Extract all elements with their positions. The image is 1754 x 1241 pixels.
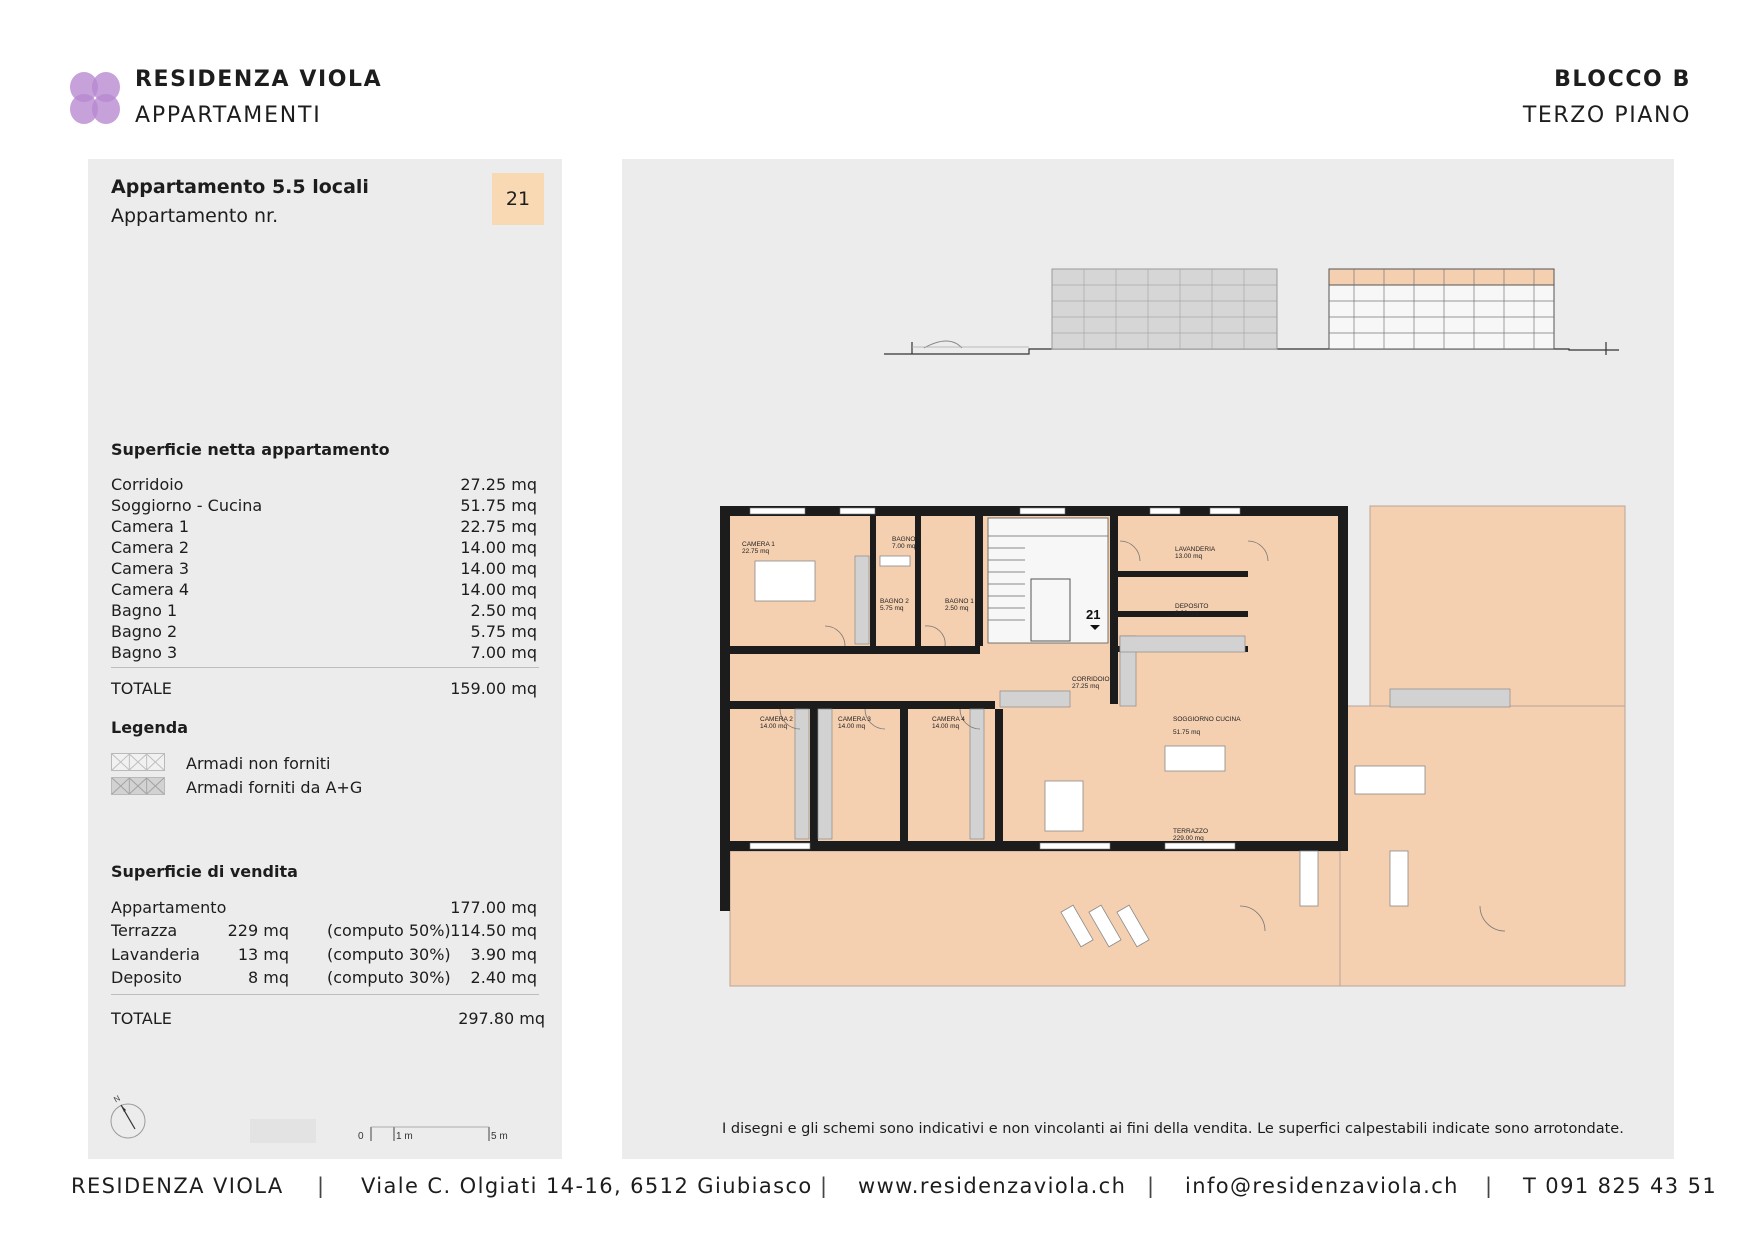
row-computo: (computo 50%) bbox=[327, 921, 451, 940]
net-area-row bbox=[111, 496, 537, 517]
row-value: 2.50 mq bbox=[470, 601, 537, 620]
room-label: BAGNO 2 bbox=[880, 598, 909, 605]
row-label: Bagno 1 bbox=[111, 601, 178, 620]
room-label: LAVANDERIA bbox=[1175, 546, 1216, 553]
apartment-number-badge: 21 bbox=[492, 173, 544, 225]
legend-label: Armadi forniti da A+G bbox=[186, 778, 363, 797]
net-area-row bbox=[111, 517, 537, 538]
footer-separator: | bbox=[1147, 1174, 1156, 1198]
row-value: 5.75 mq bbox=[470, 622, 537, 641]
row-label: Soggiorno - Cucina bbox=[111, 496, 263, 515]
legend-label: Armadi non forniti bbox=[186, 754, 331, 773]
scale-bar bbox=[356, 1124, 508, 1144]
row-label: Bagno 3 bbox=[111, 643, 178, 662]
footer-email-link[interactable]: info@residenzaviola.ch bbox=[1185, 1174, 1459, 1198]
room-area: 14.00 mq bbox=[932, 723, 960, 730]
legend-swatch-provided bbox=[111, 777, 165, 795]
floor-plan bbox=[720, 506, 1640, 1011]
residenza-viola-logo-icon bbox=[68, 70, 122, 126]
legend-heading: Legenda bbox=[111, 718, 188, 737]
room-label: DEPOSITO bbox=[1175, 603, 1209, 610]
building-right bbox=[1329, 269, 1554, 349]
room-label: CAMERA 2 bbox=[760, 716, 793, 723]
row-value: 7.00 mq bbox=[470, 643, 537, 662]
apartment-title: Appartamento 5.5 locali bbox=[111, 176, 369, 198]
room-label: TERRAZZO bbox=[1173, 828, 1209, 835]
divider bbox=[111, 667, 539, 668]
room-area: 22.75 mq bbox=[742, 548, 770, 555]
footer-separator: | bbox=[317, 1174, 326, 1198]
room-area: 14.00 mq bbox=[760, 723, 788, 730]
drawing-panel bbox=[622, 159, 1674, 1159]
row-label: Bagno 2 bbox=[111, 622, 178, 641]
net-area-row bbox=[111, 643, 537, 664]
room-area: 14.00 mq bbox=[838, 723, 866, 730]
row-label: Camera 1 bbox=[111, 517, 190, 536]
row-value: 114.50 mq bbox=[450, 921, 537, 940]
row-mq: 8 mq bbox=[247, 968, 289, 987]
apartment-info-panel bbox=[88, 159, 562, 1159]
row-mq: 13 mq bbox=[237, 945, 289, 964]
row-value: 51.75 mq bbox=[460, 496, 537, 515]
sale-area-heading: Superficie di vendita bbox=[111, 862, 298, 881]
brand-name: RESIDENZA VIOLA bbox=[135, 67, 383, 92]
scale-one: 1 m bbox=[396, 1131, 413, 1142]
terrace-area bbox=[1370, 506, 1625, 706]
sale-area-row bbox=[111, 968, 537, 989]
footer-separator: | bbox=[820, 1174, 829, 1198]
row-value: 3.90 mq bbox=[470, 945, 537, 964]
divider bbox=[111, 994, 539, 995]
room-label: BAGNO 1 bbox=[945, 598, 974, 605]
footer-website-link[interactable]: www.residenzaviola.ch bbox=[858, 1174, 1127, 1198]
row-label: Appartamento bbox=[111, 898, 227, 917]
scale-placeholder bbox=[250, 1119, 316, 1143]
row-label: Terrazza bbox=[111, 921, 178, 940]
net-area-row bbox=[111, 475, 537, 496]
row-value: 177.00 mq bbox=[450, 898, 537, 917]
total-value: 297.80 mq bbox=[458, 1009, 545, 1028]
room-area: 8.00 mq bbox=[1175, 610, 1199, 617]
row-value: 14.00 mq bbox=[460, 580, 537, 599]
row-label: Camera 2 bbox=[111, 538, 190, 557]
net-area-row bbox=[111, 538, 537, 559]
scale-zero: 0 bbox=[358, 1131, 364, 1142]
row-label: Camera 3 bbox=[111, 559, 190, 578]
total-label: TOTALE bbox=[111, 1009, 172, 1028]
room-area: 2.50 mq bbox=[945, 605, 969, 612]
row-value: 14.00 mq bbox=[460, 559, 537, 578]
room-label: CAMERA 3 bbox=[838, 716, 871, 723]
net-area-heading: Superficie netta appartamento bbox=[111, 440, 390, 459]
room-label: CAMERA 1 bbox=[742, 541, 775, 548]
footer-address: Viale C. Olgiati 14-16, 6512 Giubiasco bbox=[361, 1174, 813, 1198]
room-area: 13.00 mq bbox=[1175, 553, 1203, 560]
block-title: BLOCCO B bbox=[1554, 67, 1691, 92]
disclaimer-text: I disegni e gli schemi sono indicativi e non vincolanti ai fini della vendita. Le superfici calpestabili indicate sono arrotondate. bbox=[722, 1121, 1624, 1137]
building-elevation bbox=[884, 254, 1654, 369]
sale-area-row bbox=[111, 898, 537, 919]
net-area-row bbox=[111, 559, 537, 580]
row-computo: (computo 30%) bbox=[327, 945, 451, 964]
row-value: 22.75 mq bbox=[460, 517, 537, 536]
footer-separator: | bbox=[1485, 1174, 1494, 1198]
row-label: Deposito bbox=[111, 968, 182, 987]
legend-swatch-not-provided bbox=[111, 753, 165, 771]
row-computo: (computo 30%) bbox=[327, 968, 451, 987]
row-mq: 229 mq bbox=[227, 921, 289, 940]
row-label: Camera 4 bbox=[111, 580, 190, 599]
room-area: 229.00 mq bbox=[1173, 835, 1204, 842]
row-value: 14.00 mq bbox=[460, 538, 537, 557]
room-label: CORRIDOIO bbox=[1072, 676, 1110, 683]
room-label: SOGGIORNO CUCINA bbox=[1173, 716, 1241, 723]
room-area: 51.75 mq bbox=[1173, 729, 1201, 736]
total-value: 159.00 mq bbox=[450, 679, 537, 698]
footer-phone[interactable]: T 091 825 43 51 bbox=[1523, 1174, 1718, 1198]
floor-title: TERZO PIANO bbox=[1522, 103, 1691, 128]
net-area-total-row bbox=[111, 679, 537, 700]
row-value: 27.25 mq bbox=[460, 475, 537, 494]
footer bbox=[71, 1174, 1718, 1204]
room-area: 7.00 mq bbox=[892, 543, 916, 550]
sale-area-row bbox=[111, 945, 537, 966]
row-value: 2.40 mq bbox=[470, 968, 537, 987]
apartment-number-label: Appartamento nr. bbox=[111, 205, 279, 227]
sale-area-row bbox=[111, 921, 537, 942]
total-label: TOTALE bbox=[111, 679, 172, 698]
brand-subtitle: APPARTAMENTI bbox=[135, 103, 322, 128]
net-area-row bbox=[111, 601, 537, 622]
north-arrow-icon bbox=[108, 1093, 148, 1139]
room-area: 27.25 mq bbox=[1072, 683, 1100, 690]
sale-area-total-row bbox=[111, 1009, 545, 1030]
north-label: N bbox=[112, 1093, 122, 1105]
net-area-row bbox=[111, 622, 537, 643]
room-label: BAGNO 3 bbox=[892, 536, 921, 543]
building-left bbox=[1052, 269, 1277, 349]
footer-name: RESIDENZA VIOLA bbox=[71, 1174, 284, 1198]
row-label: Lavanderia bbox=[111, 945, 200, 964]
unit-number-marker: 21 bbox=[1086, 607, 1101, 622]
room-label: CAMERA 4 bbox=[932, 716, 965, 723]
net-area-row bbox=[111, 580, 537, 601]
scale-five: 5 m bbox=[491, 1131, 508, 1142]
row-label: Corridoio bbox=[111, 475, 184, 494]
room-area: 5.75 mq bbox=[880, 605, 904, 612]
